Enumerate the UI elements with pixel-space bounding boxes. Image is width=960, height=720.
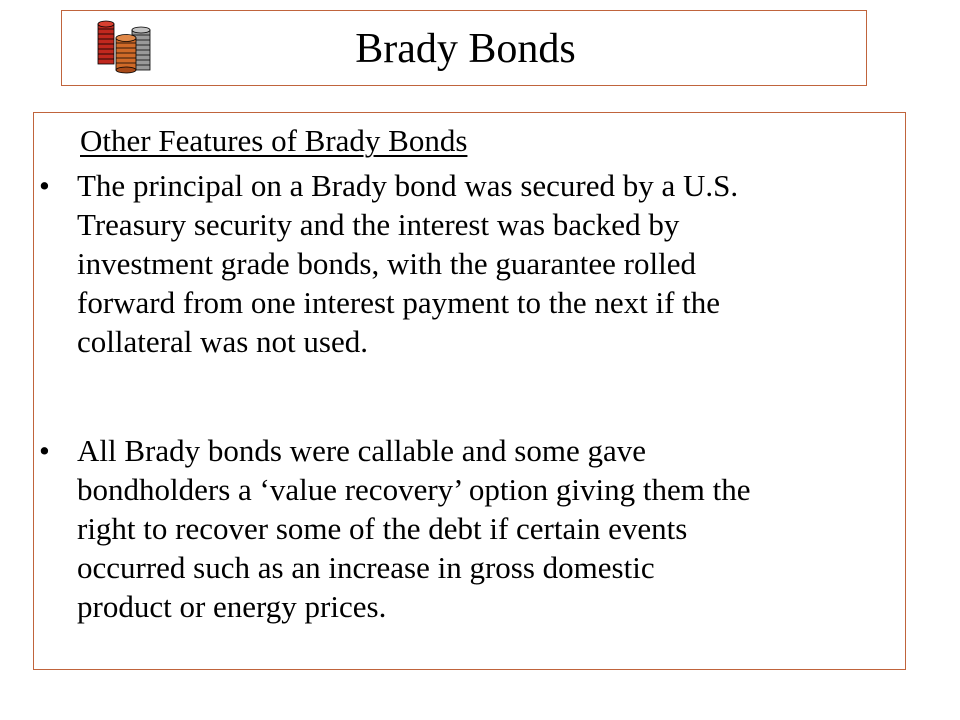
bullet-line: right to recover some of the debt if certain events bbox=[77, 511, 688, 546]
bullet-text bbox=[77, 431, 907, 626]
bullet-line: bondholders a ‘value recovery’ option giving them the bbox=[77, 472, 751, 507]
bullet-text bbox=[77, 166, 907, 361]
bullet-symbol: • bbox=[39, 433, 50, 468]
bullet-line: product or energy prices. bbox=[77, 589, 387, 624]
bullet-line: occurred such as an increase in gross domestic bbox=[77, 550, 655, 585]
slide-title: Brady Bonds bbox=[355, 26, 576, 72]
content-box bbox=[33, 112, 906, 670]
bullet-line: The principal on a Brady bond was secured by a U.S. bbox=[77, 168, 739, 203]
bullet-line: collateral was not used. bbox=[77, 324, 368, 359]
bullet-line: forward from one interest payment to the next if the bbox=[77, 285, 721, 320]
bullet-symbol: • bbox=[39, 168, 50, 203]
title-box bbox=[61, 10, 867, 86]
bullet-line: investment grade bonds, with the guarantee rolled bbox=[77, 246, 696, 281]
section-subtitle: Other Features of Brady Bonds bbox=[80, 123, 468, 158]
bullet-line: All Brady bonds were callable and some gave bbox=[77, 433, 647, 468]
bullet-line: Treasury security and the interest was backed by bbox=[77, 207, 680, 242]
